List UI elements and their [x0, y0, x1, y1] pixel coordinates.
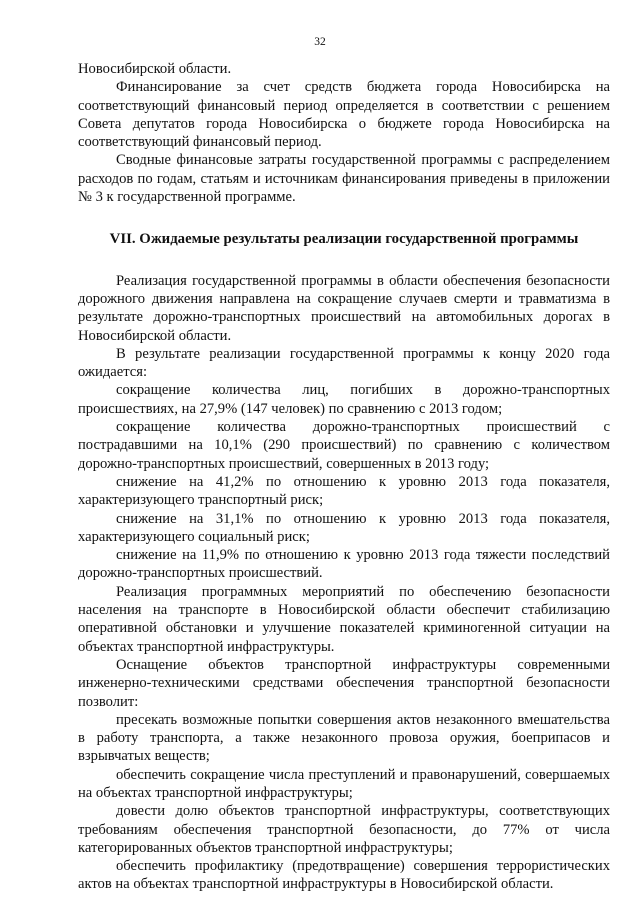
list-item: снижение на 11,9% по отношению к уровню 2013 года тяжести последствий дорожно-транспортных происшествий. — [78, 547, 610, 582]
paragraph: Новосибирской области. — [78, 61, 232, 77]
paragraph: Реализация государственной программы в области обеспечения безопасности дорожного движения направлена на сокращение случаев смерти и травматизма в результате дорожно-транспортных происшествий на автомобильных дорогах в Новосибирской области. — [78, 272, 610, 344]
document-body — [78, 60, 610, 894]
paragraph: Реализация программных мероприятий по обеспечению безопасности населения на транспорте в Новосибирской области обеспечит стабилизацию оперативной обстановки и улучшение показателей криминогенной ситуации на объектах транспортной инфраструктуры. — [78, 583, 610, 655]
paragraph: В результате реализации государственной программы к концу 2020 года ожидается: — [78, 345, 610, 381]
list-item: сокращение количества лиц, погибших в дорожно-транспортных происшествиях, на 27,9% (147 человек) по сравнению с 2013 годом; — [78, 382, 610, 417]
page-number: 32 — [314, 36, 326, 48]
list-item: обеспечить профилактику (предотвращение) совершения террористических актов на объектах транспортной инфраструктуры в Новосибирской области. — [78, 858, 610, 893]
paragraph: Финансирование за счет средств бюджета города Новосибирска на соответствующий финансовый период определяется в соответствии с решением Совета депутатов города Новосибирска о бюджете города Новосибирска на соответствующий финансовый период. — [78, 79, 610, 151]
section-heading: VII. Ожидаемые результаты реализации государственной программы — [109, 231, 579, 248]
list-item: пресекать возможные попытки совершения актов незаконного вмешательства в работу транспорта, а также незаконного провоза оружия, боеприпасов и взрывчатых веществ; — [78, 711, 610, 765]
list-item: обеспечить сокращение числа преступлений и правонарушений, совершаемых на объектах транспортной инфраструктуры; — [78, 766, 610, 801]
paragraph: Оснащение объектов транспортной инфраструктуры современными инженерно-техническими средствами обеспечения транспортной безопасности позволит: — [78, 656, 610, 710]
paragraph: Сводные финансовые затраты государственной программы с распределением расходов по годам, статьям и источникам финансирования приведены в приложении № 3 к государственной программе. — [78, 152, 610, 206]
list-item: снижение на 41,2% по отношению к уровню 2013 года показателя, характеризующего транспортный риск; — [78, 473, 610, 509]
list-item: довести долю объектов транспортной инфраструктуры, соответствующих требованиям обеспечения транспортной безопасности, до 77% от числа категорированных объектов транспортной инфраструктуры; — [78, 803, 610, 856]
list-item: снижение на 31,1% по отношению к уровню 2013 года показателя, характеризующего социальный риск; — [78, 510, 610, 545]
list-item: сокращение количества дорожно-транспортных происшествий с пострадавшими на 10,1% (290 происшествий) по сравнению с количеством дорожно-транспортных происшествий, совершенных в 2013 году; — [78, 419, 610, 472]
